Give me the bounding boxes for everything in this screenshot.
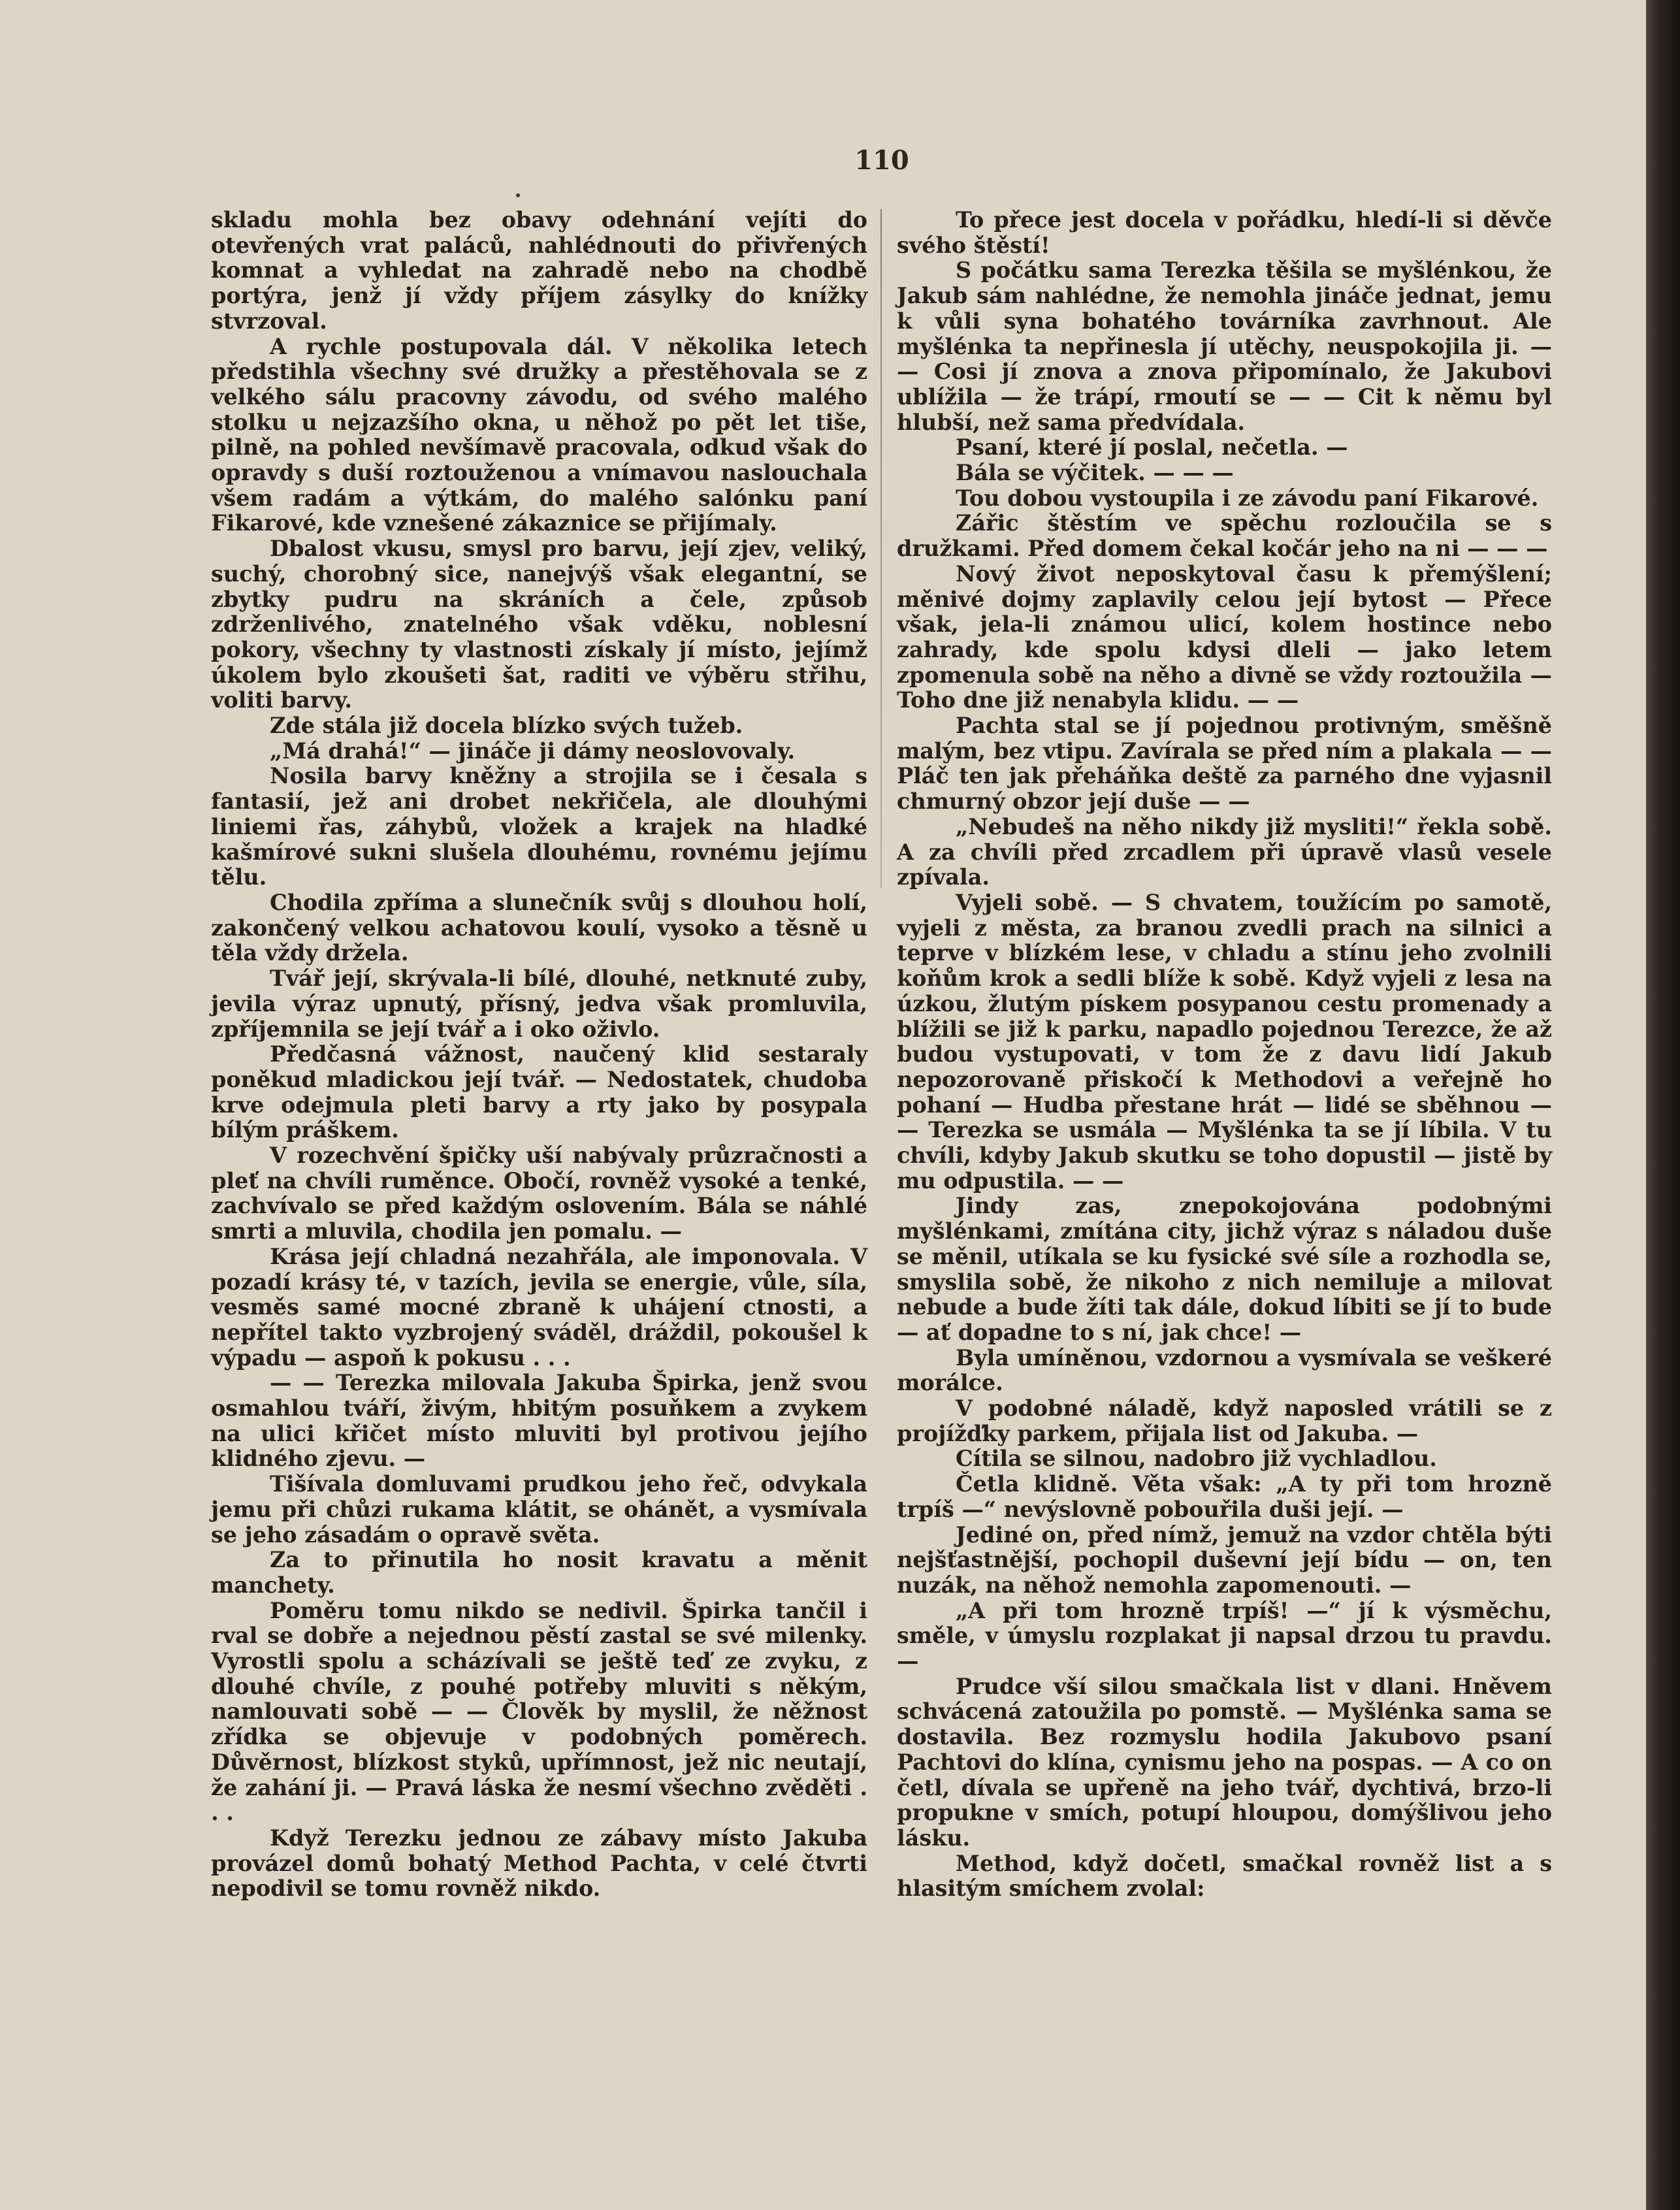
paragraph: Method, když dočetl, smačkal rovněž list a s hlasitým smíchem zvolal: [897,1850,1552,1902]
paragraph: V podobné náladě, když naposled vrátili se z projížďky parkem, přijala list od Jakuba. — [897,1395,1552,1446]
column-divider [880,209,882,888]
paragraph: Byla umíněnou, vzdornou a vysmívala se veškeré morálce. [897,1344,1552,1396]
paragraph: Předčasná vážnost, naučený klid sestaraly poněkud mladickou její tvář. — Nedostatek, chudoba krve odejmula pleti barvy a rty jako by posypala bílým práškem. [211,1041,867,1143]
paragraph: Cítila se silnou, nadobro již vychladlou. [956,1446,1437,1472]
ink-speck [516,193,520,197]
paragraph: V rozechvění špičky uší nabývaly průzračnosti a pleť na chvíli ruměnce. Obočí, rovněž vysoké a tenké, zachvívalo se před každým oslovením. Bála se náhlé smrti a mluvila, chodila jen pomalu. — [211,1143,867,1244]
paragraph: Jindy zas, znepokojována podobnými myšlénkami, zmítána city, jichž výraz s náladou duše se měnil, utíkala se ku fysické své síle a rozhodla se, smyslila sobě, že nikoho z nich nemiluje a milovat nebude a bude žíti tak dále, dokud líbiti se jí to bude — ať dopadne to s ní, jak chce! — [897,1193,1552,1345]
paragraph: skladu mohla bez obavy odehnání vejíti do otevřených vrat paláců, nahlédnouti do přivřených komnat a vyhledat na zahradě nebo na chodbě portýra, jenž jí vždy příjem zásylky do knížky stvrzoval. [211,207,867,334]
paragraph: Nosila barvy kněžny a strojila se i česala s fantasií, jež ani drobet nekřičela, ale dlouhými liniemi řas, záhybů, vložek a krajek na hladké kašmírové sukni slušela dlouhému, rovnému jejímu tělu. [211,763,867,890]
paragraph: „Nebudeš na něho nikdy již mysliti!“ řekla sobě. A za chvíli před zrcadlem při úpravě vlasů vesele zpívala. [897,813,1552,890]
paragraph: Tou dobou vystoupila i ze závodu paní Fikarové. [956,485,1539,511]
paragraph: Jediné on, před nímž, jemuž na vzdor chtěla býti nejšťastnější, pochopil duševní její bídu — on, ten nuzák, na něhož nemohla zapomenouti. — [897,1521,1552,1598]
paragraph: Dbalost vkusu, smysl pro barvu, její zjev, veliký, suchý, chorobný sice, nanejvýš však elegantní, se zbytky pudru na skráních a čele, způsob zdrženlivého, znatelného však vděku, noblesní pokory, všechny ty vlastnosti získaly jí místo, jejímž úkolem bylo zkoušeti šat, raditi ve výběru střihu, voliti barvy. [211,536,867,713]
paragraph: „A při tom hrozně trpíš! —“ jí k výsměchu, směle, v úmyslu rozplakat ji napsal drzou tu pravdu. — [897,1597,1552,1674]
right-column [897,208,1552,1902]
paragraph: Bála se výčitek. — — — [956,460,1234,486]
paragraph: Nový život neposkytoval času k přemýšlení; měnivé dojmy zaplavily celou její bytost — Přece však, jela-li známou ulicí, kolem hostince nebo zahrady, kde spolu kdysi dleli — jako letem zpomenula sobě na něho a divně se vždy roztoužila — Toho dne již nenabyla klidu. — — [897,561,1552,713]
paragraph: Pachta stal se jí pojednou protivným, směšně malým, bez vtipu. Zavírala se před ním a plakala — — Pláč ten jak přeháňka deště za parného dne vyjasnil chmurný obzor její duše — — [897,713,1552,815]
paragraph: Tišívala domluvami prudkou jeho řeč, odvykala jemu při chůzi rukama klátit, se ohánět, a vysmívala se jeho zásadám o opravě světa. [211,1471,867,1548]
paragraph: To přece jest docela v pořádku, hledí-li si děvče svého štěstí! [897,207,1552,258]
page-edge-shadow [1646,0,1680,2210]
paragraph: Když Terezku jednou ze zábavy místo Jakuba provázel domů bohatý Method Pachta, v celé čtvrti nepodivil se tomu rovněž nikdo. [211,1825,867,1902]
paragraph: — — Terezka milovala Jakuba Špirka, jenž svou osmahlou tváří, živým, hbitým posuňkem a zvykem na ulici křičet místo mluviti byl protivou jejího klidného zjevu. — [211,1370,867,1472]
paragraph: Za to přinutila ho nosit kravatu a měnit manchety. [211,1547,867,1598]
left-column [211,208,867,1902]
paragraph: Prudce vší silou smačkala list v dlani. Hněvem schvácená zatoužila po pomstě. — Myšlénka sama se dostavila. Bez rozmyslu hodila Jakubovo psaní Pachtovi do klína, cynismu jeho na pospas. — A co on četl, dívala se upřeně na jeho tvář, dychtivá, brzo-li propukne v smích, potupí hloupou, domýšlivou jeho lásku. [897,1673,1552,1851]
paragraph: Poměru tomu nikdo se nedivil. Špirka tančil i rval se dobře a nejednou pěstí zastal se své milenky. Vyrostli spolu a scházívali se ještě teď ze zvyku, z dlouhé chvíle, z pouhé potřeby mluviti s někým, namlouvati sobě — — Člověk by myslil, že něžnost zřídka se objevuje v podobných poměrech. Důvěrnost, blízkost styků, upřímnost, jež nic neutají, že zahání ji. — Pravá láska že nesmí všechno zvěděti . . . [211,1597,867,1826]
page-number: 110 [854,145,909,176]
paragraph: „Má drahá!“ — jináče ji dámy neoslovovaly. [270,738,796,764]
paragraph: Krása její chladná nezahřála, ale imponovala. V pozadí krásy té, v tazích, jevila se energie, vůle, síla, vesměs samé mocné zbraně k uhájení ctnosti, a nepřítel takto vyzbrojený sváděl, dráždil, pokoušel k výpadu — aspoň k pokusu . . . [211,1243,867,1371]
paragraph: Vyjeli sobě. — S chvatem, toužícím po samotě, vyjeli z města, za branou zvedli prach na silnici a teprve v blízkém lese, v chladu a stínu jeho zvolnili koňům krok a sedli blíže k sobě. Když vyjeli z lesa na úzkou, žlutým pískem posypanou cestu promenady a blížili se již k parku, napadlo pojednou Terezce, že až budou vystupovati, v tom že z davu lidí Jakub nepozorovaně přiskočí k Methodovi a veřejně ho pohaní — Hudba přestane hrát — lidé se sběhnou — — Terezka se usmála — Myšlénka ta se jí líbila. V tu chvíli, kdyby Jakub skutku se toho dopustil — jistě by mu odpustila. — — [897,889,1552,1194]
paragraph: A rychle postupovala dál. V několika letech předstihla všechny své družky a přestěhovala se z velkého sálu pracovny závodu, od svého malého stolku u nejzazšího okna, u něhož po pět let tiše, pilně, na pohled nevšímavě pracovala, odkud však do opravdy s duší roztouženou a vnímavou naslouchala všem radám a výtkám, do malého salónku paní Fikarové, kde vznešené zákaznice se přijímaly. [211,333,867,536]
paragraph: Chodila zpříma a slunečník svůj s dlouhou holí, zakončený velkou achatovou koulí, vysoko a těsně u těla vždy držela. [211,889,867,966]
paragraph: Psaní, které jí poslal, nečetla. — [956,434,1348,461]
paragraph: Tvář její, skrývala-li bílé, dlouhé, netknuté zuby, jevila výraz upnutý, přísný, jedva však promluvila, zpříjemnila se její tvář a i oko oživlo. [211,966,867,1042]
paragraph: Zářic štěstím ve spěchu rozloučila se s družkami. Před domem čekal kočár jeho na ni — — — [897,510,1552,562]
paragraph: S počátku sama Terezka těšila se myšlénkou, že Jakub sám nahlédne, že nemohla jináče jednat, jemu k vůli syna bohatého továrníka zavrhnout. Ale myšlénka ta nepřinesla jí utěchy, neuspokojila ji. — — Cosi jí znova a znova připomínalo, že Jakubovi ublížila — že trápí, rmoutí se — — Cit k němu byl hlubší, než sama předvídala. [897,257,1552,435]
paragraph: Zde stála již docela blízko svých tužeb. [270,713,743,739]
paragraph: Četla klidně. Věta však: „A ty při tom hrozně trpíš —“ nevýslovně pobouřila duši její. — [897,1471,1552,1522]
